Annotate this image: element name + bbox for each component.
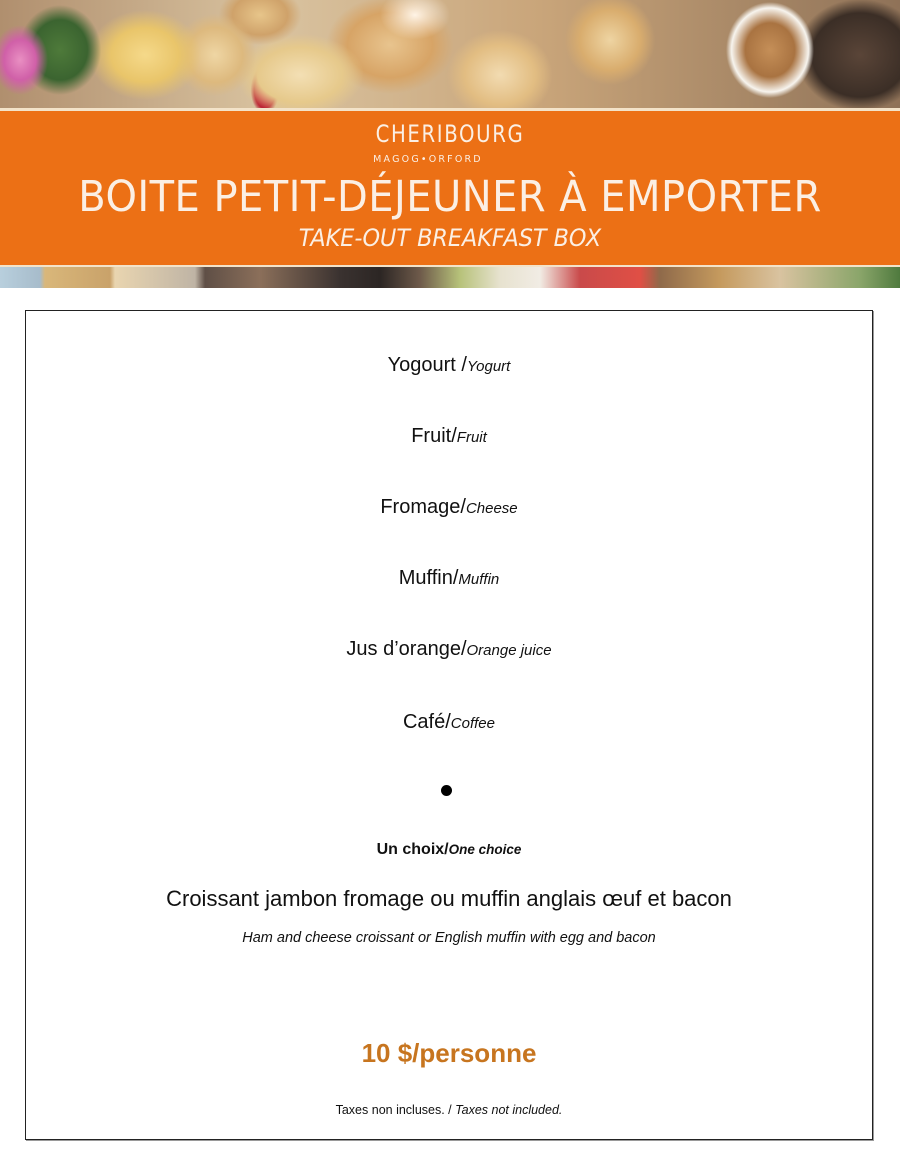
- brand-logo-location: MAGOG•ORFORD: [373, 154, 483, 165]
- breakfast-photo-top: [0, 0, 900, 110]
- header-banner: [0, 111, 900, 265]
- menu-box: [25, 310, 873, 1140]
- taxes-note-en: Taxes not included.: [455, 1103, 563, 1117]
- choice-option-fr: Croissant jambon fromage ou muffin anglais œuf et bacon: [166, 886, 732, 911]
- bullet-icon: [441, 785, 452, 796]
- taxes-note-fr: Taxes non incluses. /: [335, 1103, 456, 1117]
- taxes-note: [26, 1102, 872, 1118]
- menu-item-label-fr: Yogourt /: [387, 354, 467, 376]
- page-title: BOITE PETIT-DÉJEUNER À EMPORTER: [78, 172, 822, 222]
- menu-item-label-fr: Muffin/: [398, 567, 459, 589]
- menu-item-cheese: [26, 495, 872, 521]
- menu-item-orange-juice: [26, 637, 872, 663]
- menu-item-label-en: Fruit: [456, 429, 487, 446]
- page-subtitle: TAKE-OUT BREAKFAST BOX: [298, 224, 602, 252]
- menu-item-label-en: Coffee: [450, 715, 495, 732]
- choice-heading-en: One choice: [448, 842, 522, 857]
- menu-item-fruit: [26, 424, 872, 450]
- menu-item-coffee: [26, 710, 872, 736]
- menu-item-label-en: Yogurt: [466, 358, 511, 375]
- menu-item-label-fr: Café/: [402, 711, 451, 733]
- choice-option-en: Ham and cheese croissant or English muffin with egg and bacon: [242, 930, 656, 946]
- menu-item-label-fr: Fromage/: [380, 496, 466, 518]
- choice-heading: [26, 840, 872, 860]
- menu-item-label-en: Cheese: [465, 500, 518, 517]
- brand-logo-name: CHERIBOURG: [375, 120, 525, 148]
- breakfast-photo-strip-bottom: [0, 267, 900, 288]
- menu-item-label-en: Orange juice: [466, 642, 552, 659]
- menu-item-label-fr: Jus d’orange/: [346, 638, 467, 660]
- menu-item-muffin: [26, 566, 872, 592]
- price-label: 10 $/personne: [361, 1038, 537, 1068]
- menu-item-label-fr: Fruit/: [411, 425, 457, 447]
- menu-item-label-en: Muffin: [458, 571, 500, 588]
- menu-item-yogurt: [26, 353, 872, 379]
- choice-heading-fr: Un choix/: [376, 841, 449, 858]
